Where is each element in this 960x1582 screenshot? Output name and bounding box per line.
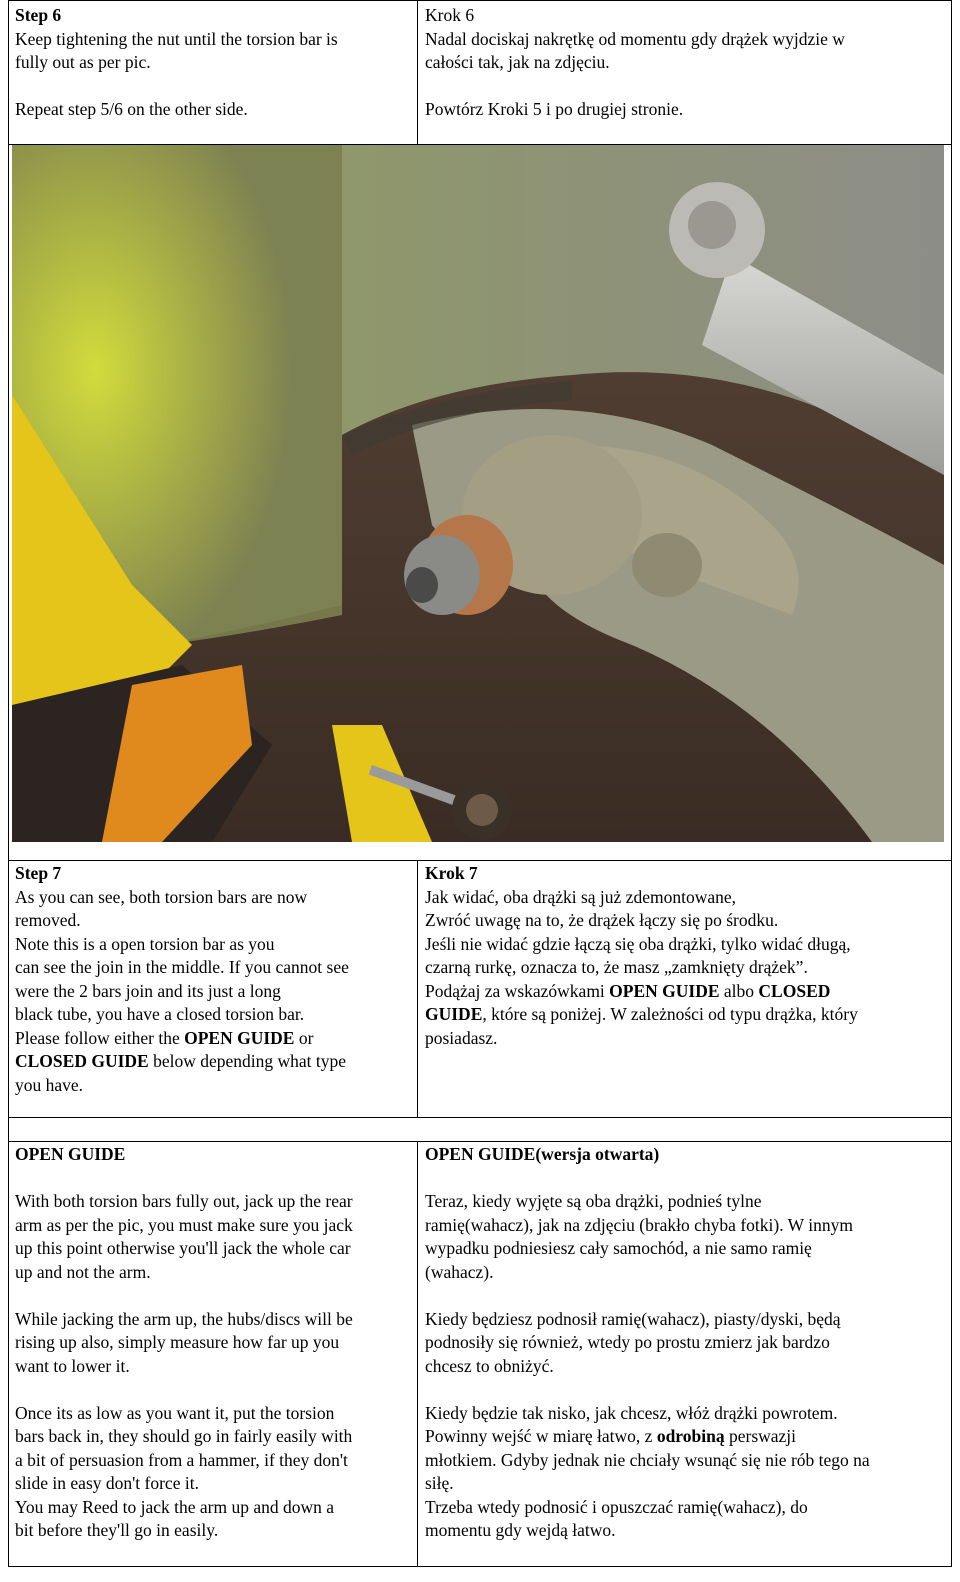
open-guide-pl-line: chcesz to obniżyć.	[425, 1355, 554, 1376]
step6-pl-line: całości tak, jak na zdjęciu.	[425, 52, 610, 72]
step7-pl-line: GUIDE, które są poniżej. W zależności od typu drążka, który	[425, 1004, 858, 1024]
step7-en-cell	[8, 862, 417, 1097]
step7-pl-line: Jak widać, oba drążki są już zdemontowane,	[425, 886, 736, 907]
closed-guide-ref: CLOSED	[758, 980, 831, 1001]
step6-pl-repeat: Powtórz Kroki 5 i po drugiej stronie.	[425, 99, 684, 119]
rule	[951, 0, 952, 1567]
open-guide-pl-line: momentu gdy wejdą łatwo.	[425, 1520, 616, 1540]
step7-en-line: CLOSED GUIDE below depending what type	[15, 1051, 347, 1071]
open-guide-pl-line: Powinny wejść w miarę łatwo, z odrobiną perswazji	[425, 1426, 797, 1446]
step7-en-line: can see the join in the middle. If you cannot see	[15, 957, 349, 977]
step7-pl-title: Krok 7	[425, 863, 478, 883]
open-guide-en-line: a bit of persuasion from a hammer, if they don't	[15, 1449, 348, 1470]
closed-guide-ref: CLOSED GUIDE	[15, 1051, 149, 1071]
step6-en-cell	[8, 4, 417, 122]
open-guide-en-line: arm as per the pic, you must make sure you jack	[15, 1214, 353, 1235]
step6-en-repeat: Repeat step 5/6 on the other side.	[15, 99, 248, 119]
open-guide-ref: OPEN GUIDE	[609, 980, 720, 1001]
open-guide-en-line: You may Reed to jack the arm up and down a	[15, 1496, 334, 1517]
step7-pl-line: czarną rurkę, oznacza to, że masz „zamknięty drążek”.	[425, 957, 808, 977]
open-guide-pl-line: wypadku podniesiesz cały samochód, a nie samo ramię	[425, 1238, 812, 1258]
rule	[8, 1566, 952, 1567]
step7-en-line: black tube, you have a closed torsion bar.	[15, 1004, 305, 1024]
step6-en-title: Step 6	[15, 5, 62, 25]
open-guide-pl-line: Trzeba wtedy podnosić i opuszczać ramię(wahacz), do	[425, 1496, 808, 1517]
open-guide-en-cell	[8, 1143, 417, 1543]
step7-en-line: Note this is a open torsion bar as you	[15, 933, 275, 954]
open-guide-en-line: With both torsion bars fully out, jack up the rear	[15, 1191, 353, 1211]
rule	[8, 0, 952, 1]
open-guide-pl-line: ramię(wahacz), jak na zdjęciu (brakło chyba fotki). W innym	[425, 1214, 853, 1235]
open-guide-pl-line: Kiedy będziesz podnosił ramię(wahacz), piasty/dyski, będą	[425, 1308, 841, 1329]
step7-pl-line: Jeśli nie widać gdzie łączą się oba drążki, tylko widać długą,	[425, 933, 851, 954]
step7-pl-cell	[418, 862, 951, 1050]
step7-en-line: removed.	[15, 910, 81, 930]
open-guide-en-line: up and not the arm.	[15, 1261, 151, 1282]
closed-guide-ref: GUIDE	[425, 1004, 483, 1024]
open-guide-pl-title: OPEN GUIDE(wersja otwarta)	[425, 1144, 660, 1164]
open-guide-en-title: OPEN GUIDE	[15, 1144, 126, 1164]
open-guide-en-line: rising up also, simply measure how far up you	[15, 1332, 340, 1352]
suspension-photo	[12, 145, 944, 842]
open-guide-ref: OPEN GUIDE	[184, 1027, 295, 1048]
open-guide-pl-line: (wahacz).	[425, 1261, 494, 1282]
open-guide-en-line: up this point otherwise you'll jack the whole car	[15, 1238, 351, 1258]
step6-en-line: fully out as per pic.	[15, 52, 151, 72]
suspension-photo-drawing	[12, 145, 944, 842]
rule	[8, 1141, 952, 1142]
step7-en-title: Step 7	[15, 863, 62, 883]
step7-en-line: As you can see, both torsion bars are now	[15, 886, 308, 907]
rule	[8, 860, 952, 861]
step7-pl-line: Podążaj za wskazówkami OPEN GUIDE albo CLOSED	[425, 980, 831, 1001]
rule	[8, 1117, 952, 1118]
open-guide-en-line: bit before they'll go in easily.	[15, 1520, 219, 1540]
document-page	[4, 0, 956, 1582]
step7-en-line: were the 2 bars join and its just a long	[15, 980, 281, 1001]
step7-pl-line: posiadasz.	[425, 1027, 498, 1048]
open-guide-pl-line: Kiedy będzie tak nisko, jak chcesz, włóż drążki powrotem.	[425, 1402, 838, 1423]
open-guide-en-line: want to lower it.	[15, 1355, 130, 1376]
open-guide-pl-line: młotkiem. Gdyby jednak nie chciały wsunąć się nie rób tego na	[425, 1449, 870, 1470]
step6-pl-cell	[418, 4, 951, 122]
open-guide-pl-cell	[418, 1143, 951, 1543]
step7-pl-line: Zwróć uwagę na to, że drążek łączy się po środku.	[425, 910, 779, 930]
step6-pl-line: Nadal dociskaj nakrętkę od momentu gdy drążek wyjdzie w	[425, 28, 845, 49]
step7-en-line: Please follow either the OPEN GUIDE or	[15, 1027, 314, 1048]
step6-en-line: Keep tightening the nut until the torsion bar is	[15, 28, 338, 49]
open-guide-en-line: Once its as low as you want it, put the torsion	[15, 1402, 335, 1423]
open-guide-en-line: bars back in, they should go in fairly easily with	[15, 1426, 353, 1446]
open-guide-pl-line: siłę.	[425, 1473, 454, 1493]
open-guide-pl-line: Teraz, kiedy wyjęte są oba drążki, podnieś tylne	[425, 1191, 762, 1211]
open-guide-en-line: While jacking the arm up, the hubs/discs will be	[15, 1308, 353, 1329]
open-guide-en-line: slide in easy don't force it.	[15, 1473, 199, 1493]
open-guide-pl-line: podnosiły się również, wtedy po prostu zmierz jak bardzo	[425, 1332, 830, 1352]
step7-en-line: you have.	[15, 1074, 84, 1095]
step6-pl-title: Krok 6	[425, 5, 475, 25]
